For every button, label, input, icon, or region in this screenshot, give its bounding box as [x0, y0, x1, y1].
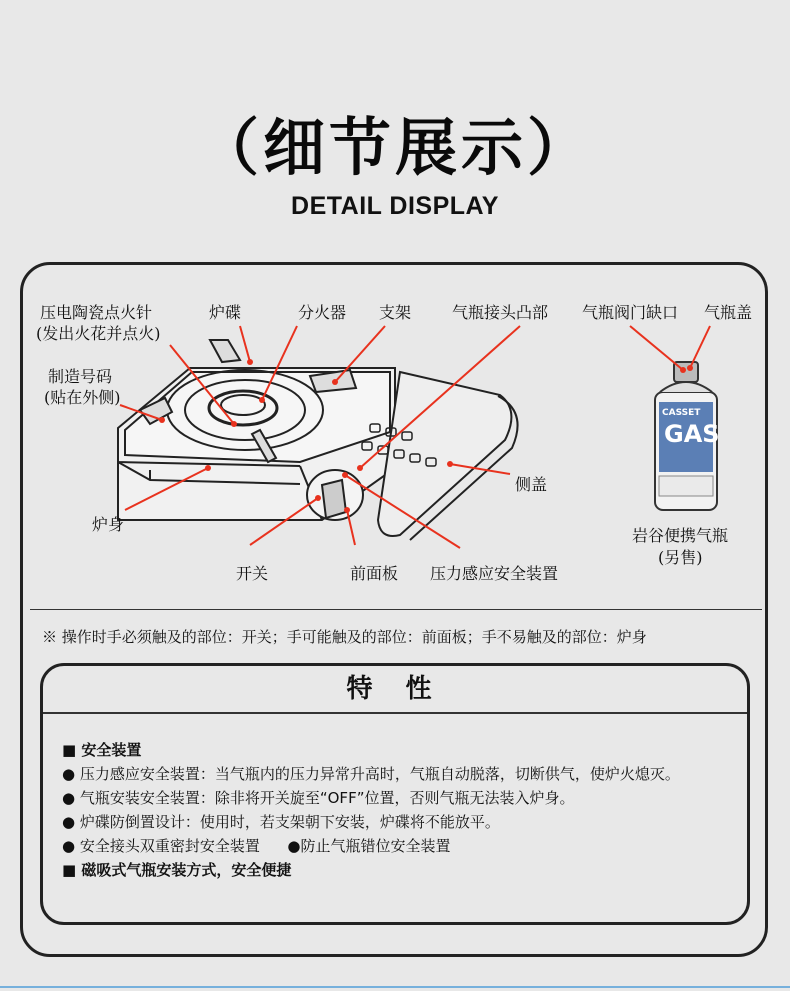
label-canister-note: (另售) [658, 548, 703, 567]
label-front-panel: 前面板 [350, 564, 399, 583]
page-subtitle: DETAIL DISPLAY [291, 192, 499, 220]
can-label-gas: GAS [664, 420, 720, 448]
label-valve-notch: 气瓶阀门缺口 [582, 303, 679, 322]
label-support: 支架 [379, 303, 412, 322]
label-plate: 炉碟 [209, 303, 242, 322]
page-title: （细节展示） [196, 111, 593, 184]
label-side-cover: 侧盖 [515, 475, 548, 494]
label-pressure: 压力感应安全装置 [430, 564, 559, 583]
label-switch: 开关 [236, 564, 269, 583]
label-igniter: 压电陶瓷点火针 [40, 303, 153, 322]
features-body [62, 738, 742, 882]
feature-item: ● 安全接头双重密封安全装置 [62, 837, 260, 855]
label-cap: 气瓶盖 [704, 303, 753, 322]
feature-item: ● 气瓶安装安全装置：除非将开关旋至“OFF”位置，否则气瓶无法装入炉身。 [62, 789, 575, 807]
stove-body-drawing [118, 340, 518, 540]
label-connector: 气瓶接头凸部 [452, 303, 549, 322]
section-magnetic: ■ 磁吸式气瓶安装方式，安全便捷 [62, 861, 292, 879]
label-canister: 岩谷便携气瓶 [632, 526, 729, 545]
section-safety: ■ 安全装置 [62, 741, 142, 759]
label-burner: 分火器 [298, 303, 347, 322]
features-heading: 特 性 [346, 674, 444, 704]
can-label-small: CASSET [662, 408, 701, 418]
feature-item: ●防止气瓶错位安全装置 [287, 837, 451, 855]
feature-item: ● 炉碟防倒置设计：使用时，若支架朝下安装，炉碟将不能放平。 [62, 813, 500, 831]
label-igniter-note: (发出火花并点火) [36, 324, 161, 343]
usage-note: ※ 操作时手必须触及的部位：开关；手可能触及的部位：前面板；手不易触及的部位：炉身 [42, 628, 647, 646]
bottom-accent-line [0, 986, 790, 988]
divider [30, 609, 762, 610]
label-serial: 制造号码 [48, 367, 113, 386]
label-body: 炉身 [92, 515, 125, 534]
feature-item: ● 压力感应安全装置：当气瓶内的压力异常升高时，气瓶自动脱落，切断供气，使炉火熄灭。 [62, 765, 680, 783]
label-serial-note: (贴在外侧) [44, 388, 121, 407]
feature-pair [62, 834, 742, 858]
features-divider [43, 712, 747, 714]
